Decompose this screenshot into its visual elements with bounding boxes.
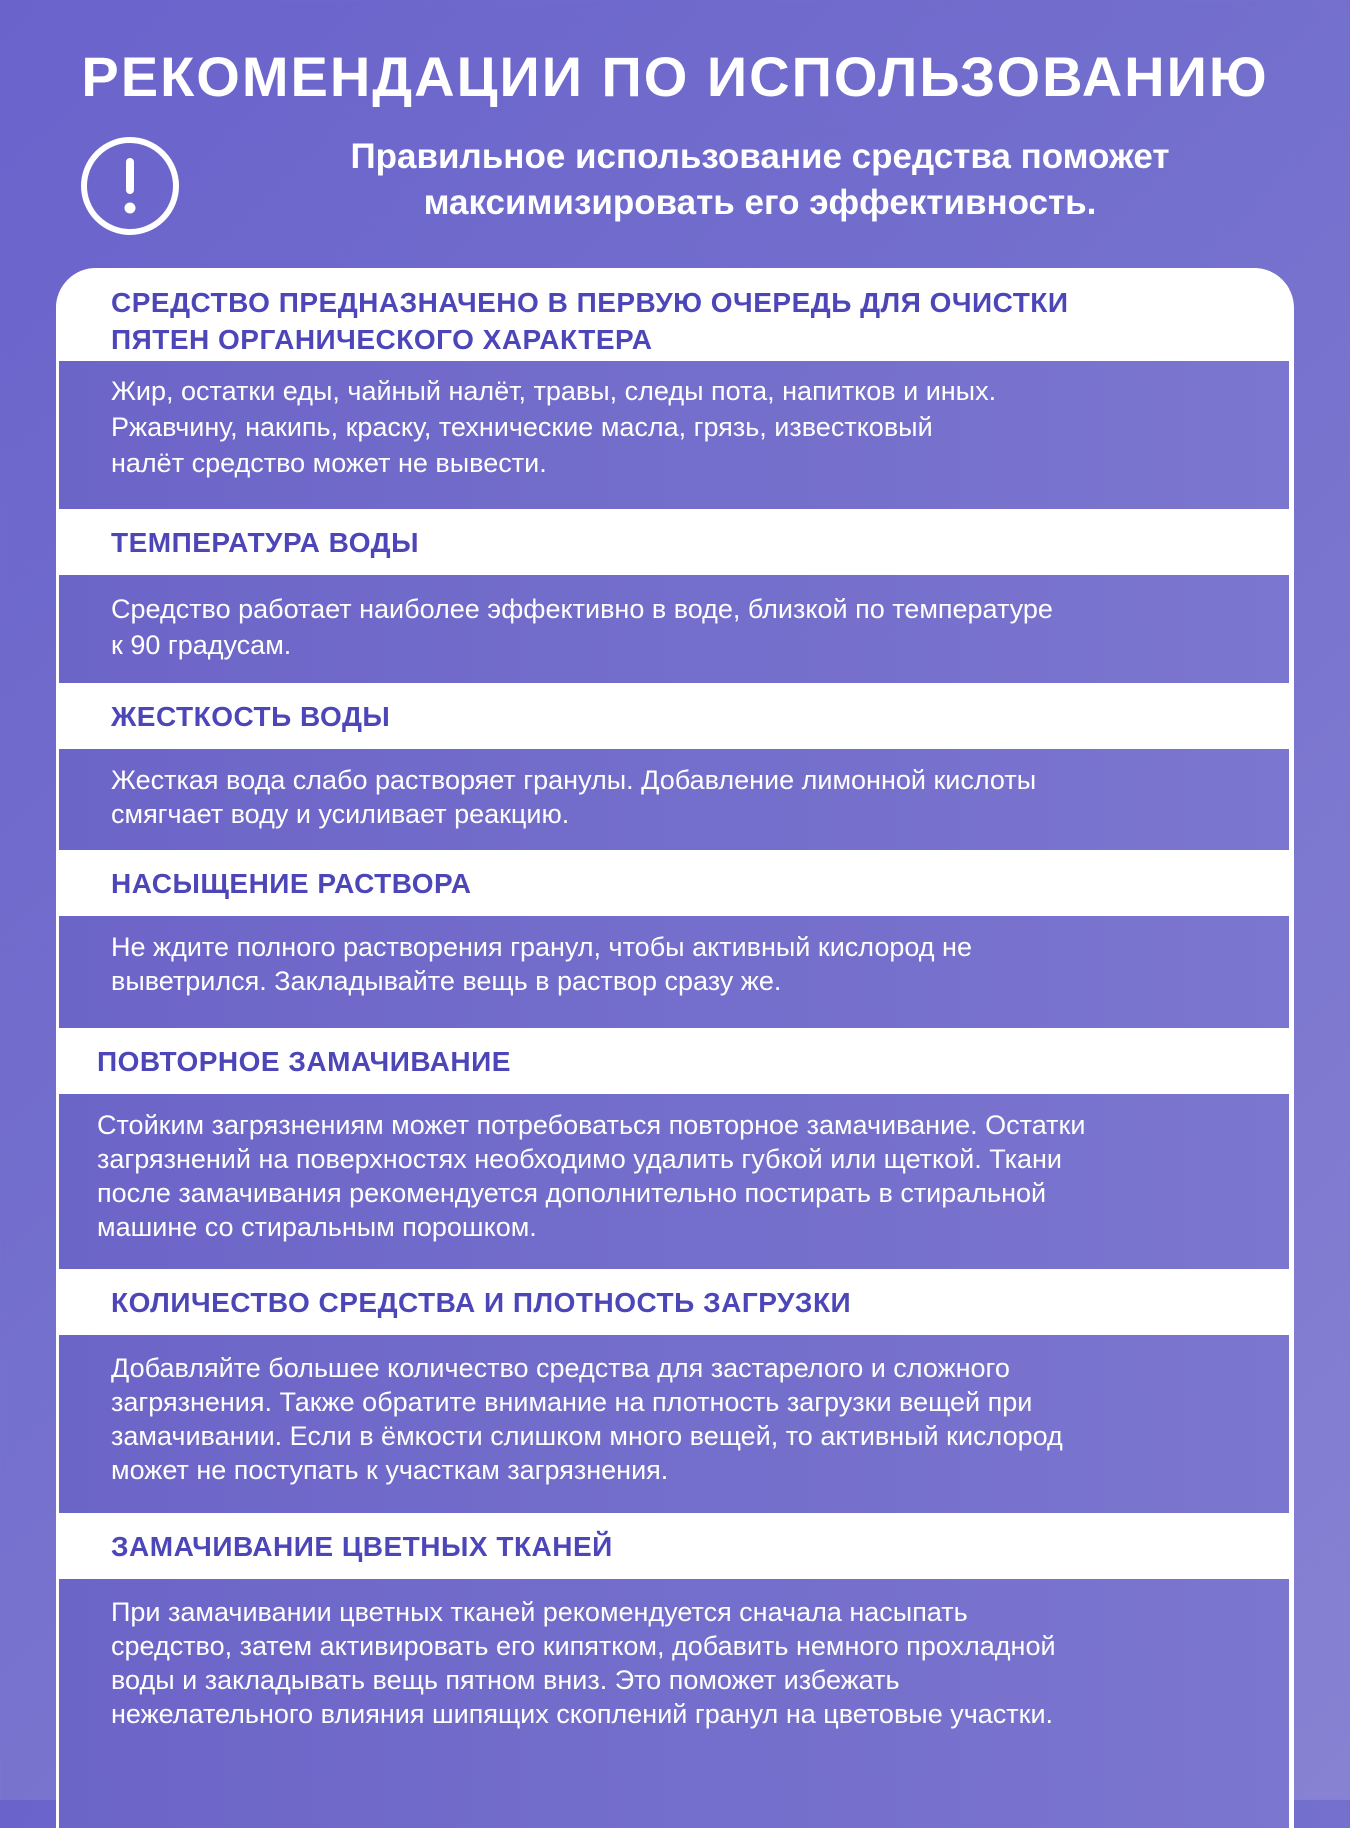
- section-body: Жир, остатки еды, чайный налёт, травы, следы пота, напитков и иных. Ржавчину, накипь, краску, технические масла, грязь, известковый налёт средство может не вывести.: [59, 361, 1289, 509]
- section-body: Стойким загрязнениям может потребоваться повторное замачивание. Остатки загрязнений на поверхностях необходимо удалить губкой или щеткой. Ткани после замачивания рекомендуется дополнительно постирать в стиральной машине со стиральным порошком.: [59, 1094, 1289, 1269]
- section-title: СРЕДСТВО ПРЕДНАЗНАЧЕНО В ПЕРВУЮ ОЧЕРЕДЬ ДЛЯ ОЧИСТКИ ПЯТЕН ОРГАНИЧЕСКОГО ХАРАКТЕРА: [56, 268, 1289, 361]
- section-body: Добавляйте большее количество средства для застарелого и сложного загрязнения. Также обратите внимание на плотность загрузки вещей при замачивании. Если в ёмкости слишком много вещей, то активный кислород может не поступать к участкам загрязнения.: [59, 1335, 1289, 1513]
- section-body: Средство работает наиболее эффективно в воде, близкой по температуре к 90 градусам.: [59, 575, 1289, 683]
- intro-line: максимизировать его эффективность.: [423, 183, 1097, 222]
- page-title: РЕКОМЕНДАЦИИ ПО ИСПОЛЬЗОВАНИЮ: [81, 45, 1269, 108]
- recommendations-panel: [56, 268, 1294, 1828]
- intro-text: [220, 134, 1300, 226]
- intro-line: Правильное использование средства поможет: [350, 137, 1170, 176]
- section-title: ЗАМАЧИВАНИЕ ЦВЕТНЫХ ТКАНЕЙ: [56, 1513, 1289, 1579]
- section-body: Не ждите полного растворения гранул, чтобы активный кислород не выветрился. Закладывайте вещь в раствор сразу же.: [59, 916, 1289, 1028]
- section-title: ТЕМПЕРАТУРА ВОДЫ: [56, 509, 1289, 575]
- exclamation-circle-icon: [80, 136, 180, 236]
- section-title: КОЛИЧЕСТВО СРЕДСТВА И ПЛОТНОСТЬ ЗАГРУЗКИ: [56, 1269, 1289, 1335]
- section-title: ЖЕСТКОСТЬ ВОДЫ: [56, 683, 1289, 749]
- section-body: Жесткая вода слабо растворяет гранулы. Добавление лимонной кислоты смягчает воду и усиливает реакцию.: [59, 749, 1289, 850]
- section-title: ПОВТОРНОЕ ЗАМАЧИВАНИЕ: [56, 1028, 1282, 1094]
- section-title: НАСЫЩЕНИЕ РАСТВОРА: [56, 850, 1289, 916]
- section-body: При замачивании цветных тканей рекомендуется сначала насыпать средство, затем активировать его кипятком, добавить немного прохладной воды и закладывать вещь пятном вниз. Это поможет избежать нежелательного влияния шипящих скоплений гранул на цветовые участки.: [59, 1579, 1289, 1828]
